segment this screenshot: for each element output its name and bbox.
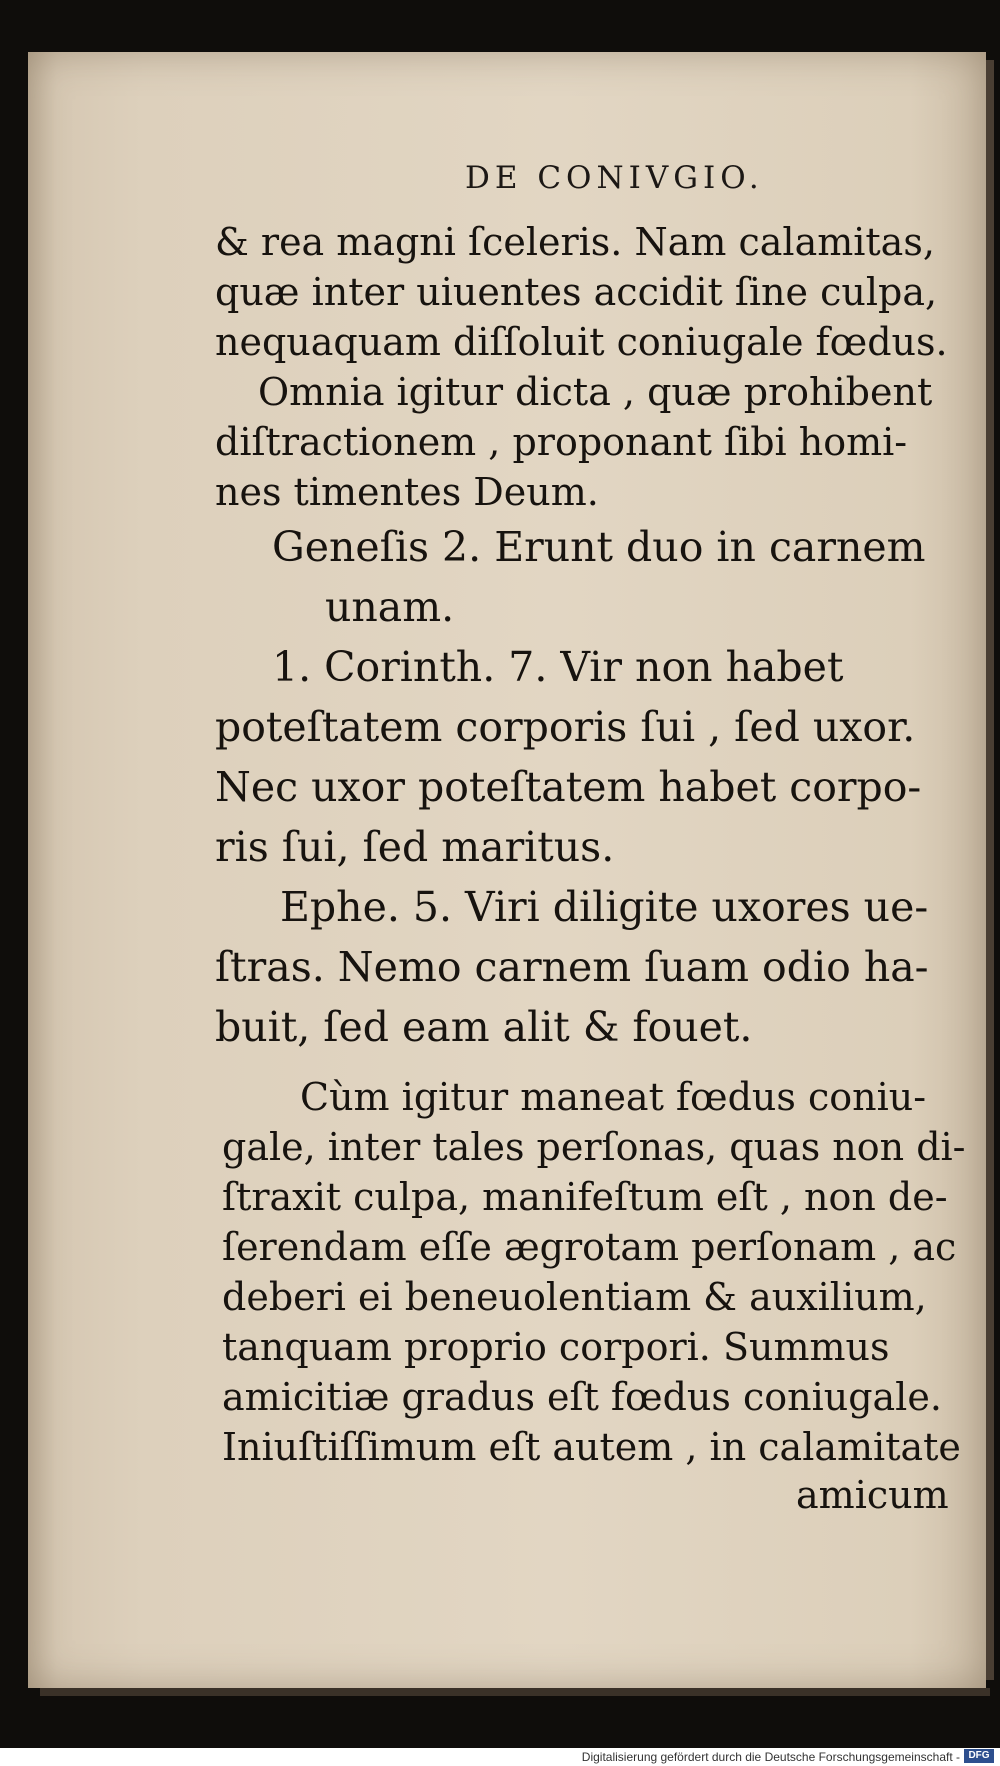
text-line: tanquam proprio corpori. Summus — [222, 1325, 890, 1369]
text-line: gale, inter tales perſonas, quas non di- — [222, 1125, 966, 1169]
text-line: poteſtatem corporis ſui , ſed uxor. — [215, 703, 916, 751]
text-line: & rea magni ſceleris. Nam calamitas, — [215, 220, 935, 264]
text-line: Cùm igitur maneat fœdus coniu- — [300, 1075, 927, 1119]
text-line: ris ſui, ſed maritus. — [215, 823, 615, 871]
text-line: nes timentes Deum. — [215, 470, 599, 514]
text-line: 1. Corinth. 7. Vir non habet — [272, 643, 844, 691]
text-line: Nec uxor poteſtatem habet corpo- — [215, 763, 922, 811]
text-line: diſtractionem , proponant ſibi homi- — [215, 420, 908, 464]
text-line: deberi ei beneuolentiam & auxilium, — [222, 1275, 927, 1319]
text-line: quæ inter uiuentes accidit ſine culpa, — [215, 270, 938, 314]
text-line: nequaquam diſſoluit coniugale fœdus. — [215, 320, 948, 364]
text-line: Omnia igitur dicta , quæ prohibent — [258, 370, 933, 414]
footer-credit: Digitalisierung gefördert durch die Deutsche Forschungsgemeinschaft - — [581, 1750, 960, 1764]
text-line: ſerendam eſſe ægrotam perſonam , ac — [222, 1225, 957, 1269]
catchword: amicum — [796, 1473, 949, 1517]
page-bottom-edge — [40, 1688, 990, 1696]
page-edge — [986, 60, 994, 1680]
text-line: ſtras. Nemo carnem ſuam odio ha- — [215, 943, 929, 991]
text-line: Iniuſtiſſimum eſt autem , in calamitate — [222, 1425, 961, 1469]
text-line: amicitiæ gradus eſt fœdus coniugale. — [222, 1375, 942, 1419]
dfg-logo-icon: DFG — [964, 1749, 994, 1763]
text-line: buit, ſed eam alit & fouet. — [215, 1003, 753, 1051]
text-line: Geneſis 2. Erunt duo in carnem — [272, 523, 926, 571]
text-line: unam. — [325, 583, 455, 631]
running-head: DE CONIVGIO. — [465, 160, 764, 196]
text-line: Ephe. 5. Viri diligite uxores ue- — [280, 883, 929, 931]
text-line: ſtraxit culpa, manifeſtum eſt , non de- — [222, 1175, 948, 1219]
